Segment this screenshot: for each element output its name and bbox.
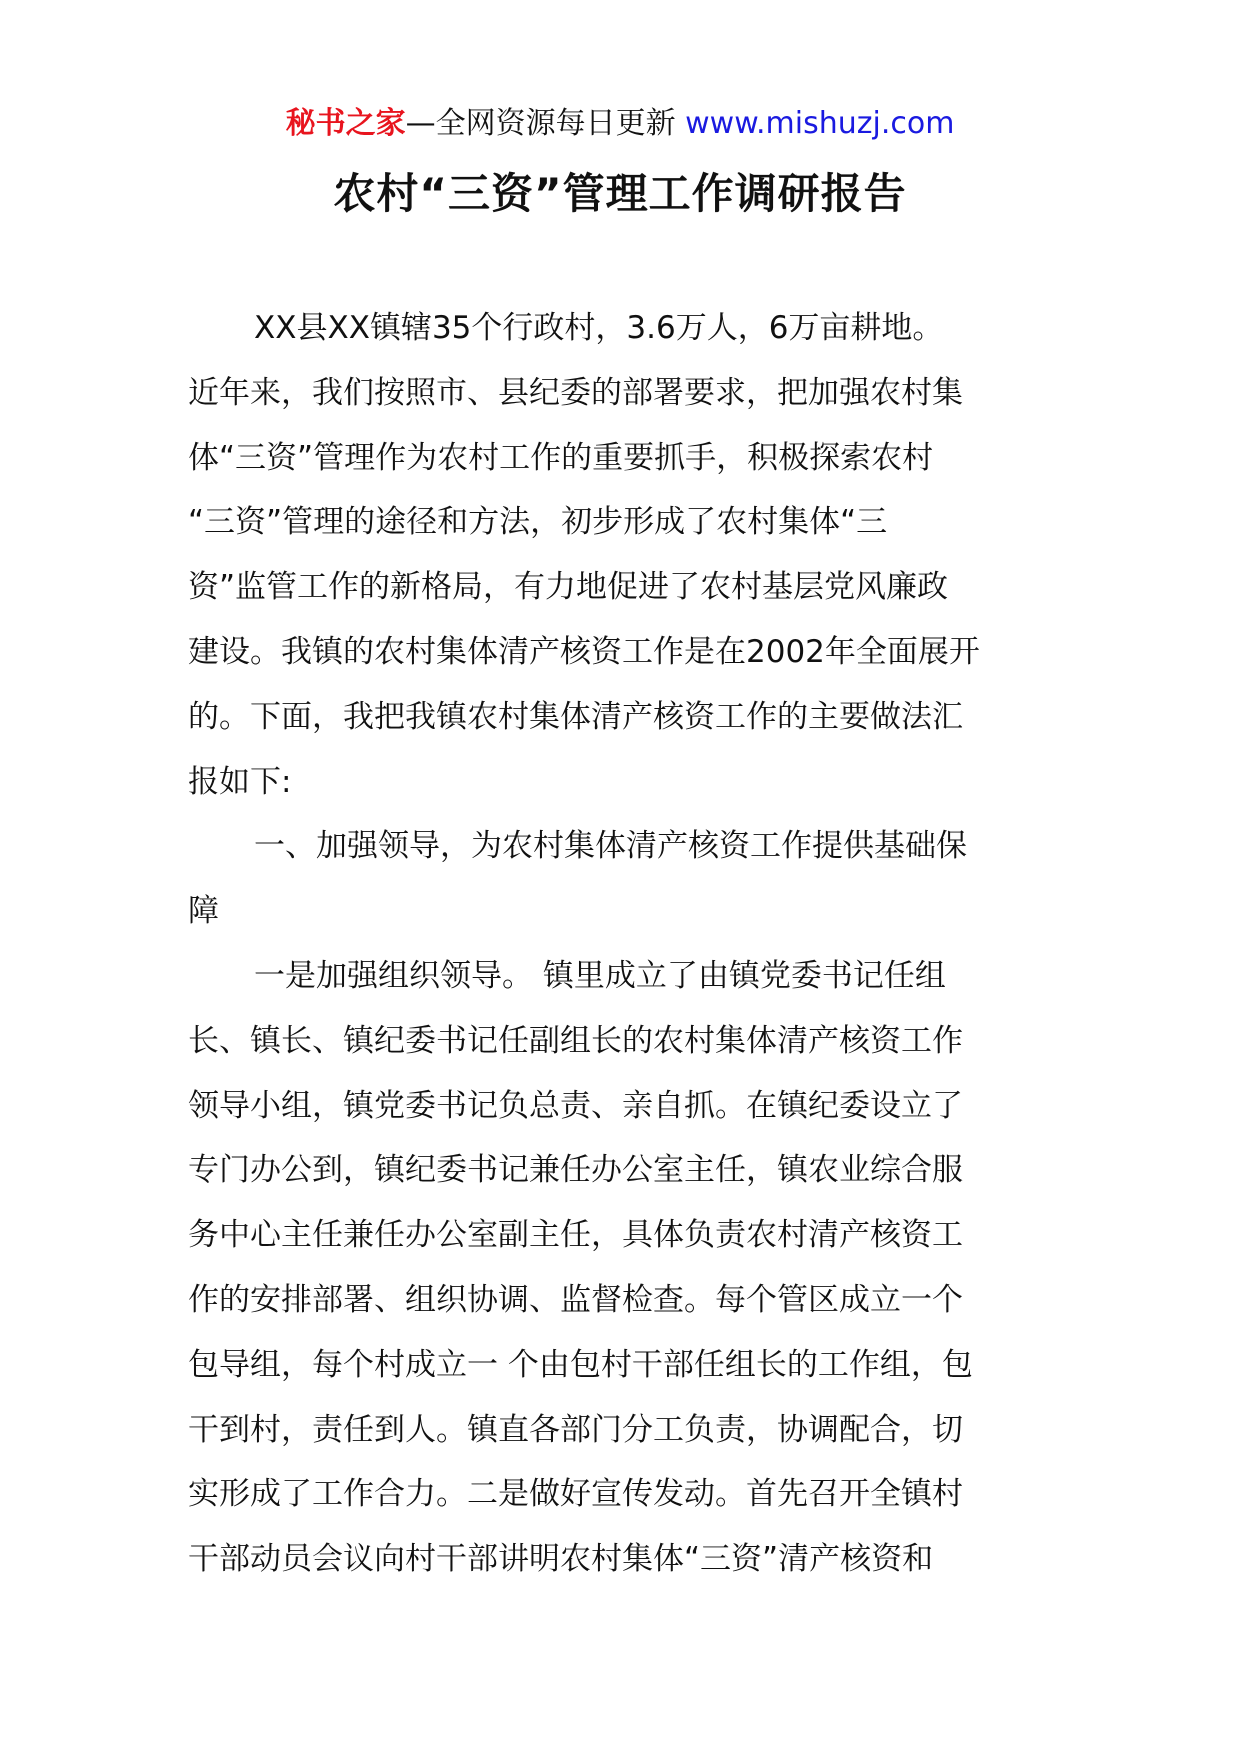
paragraph-line: 专门办公到，镇纪委书记兼任办公室主任，镇农业综合服	[188, 1152, 963, 1189]
paragraph-line: 的。下面，我把我镇农村集体清产核资工作的主要做法汇	[188, 698, 963, 735]
paragraph-line: “三资”管理的途径和方法，初步形成了农村集体“三	[188, 504, 888, 541]
paragraph-line: 干到村，责任到人。镇直各部门分工负责，协调配合，切	[188, 1411, 963, 1448]
paragraph-line: 体“三资”管理作为农村工作的重要抓手，积极探索农村	[188, 439, 934, 476]
section-heading-line: 障	[188, 893, 219, 930]
section-heading-line: 一、加强领导，为农村集体清产核资工作提供基础保	[254, 828, 967, 865]
site-tagline: —全网资源每日更新	[405, 106, 676, 141]
paragraph-line: XX县XX镇辖35个行政村，3.6万人，6万亩耕地。	[254, 310, 944, 346]
paragraph-line: 包导组，每个村成立一 个由包村干部任组长的工作组，包	[188, 1346, 973, 1383]
paragraph-line: 报如下:	[188, 763, 292, 800]
paragraph-line: 近年来，我们按照市、县纪委的部署要求，把加强农村集	[188, 374, 963, 411]
paragraph-line: 资”监管工作的新格局，有力地促进了农村基层党风廉政	[188, 569, 949, 606]
paragraph-line: 务中心主任兼任办公室副主任，具体负责农村清产核资工	[188, 1217, 963, 1254]
paragraph-line: 实形成了工作合力。二是做好宣传发动。首先召开全镇村	[188, 1476, 963, 1513]
paragraph-line: 干部动员会议向村干部讲明农村集体“三资”清产核资和	[188, 1541, 934, 1578]
paragraph-line: 领导小组，镇党委书记负总责、亲自抓。在镇纪委设立了	[188, 1087, 963, 1124]
site-brand[interactable]: 秘书之家	[285, 106, 406, 141]
paragraph-line: 一是加强组织领导。 镇里成立了由镇党委书记任组	[254, 957, 946, 994]
site-header	[0, 104, 1240, 144]
site-url-link[interactable]: www.mishuzj.com	[685, 106, 955, 141]
paragraph-line: 建设。我镇的农村集体清产核资工作是在2002年全面展开	[188, 633, 980, 670]
document-title: 农村“三资”管理工作调研报告	[333, 169, 907, 218]
paragraph-line: 作的安排部署、组织协调、监督检查。每个管区成立一个	[188, 1281, 963, 1318]
paragraph-line: 长、镇长、镇纪委书记任副组长的农村集体清产核资工作	[188, 1022, 963, 1059]
document-body	[188, 296, 1068, 1592]
